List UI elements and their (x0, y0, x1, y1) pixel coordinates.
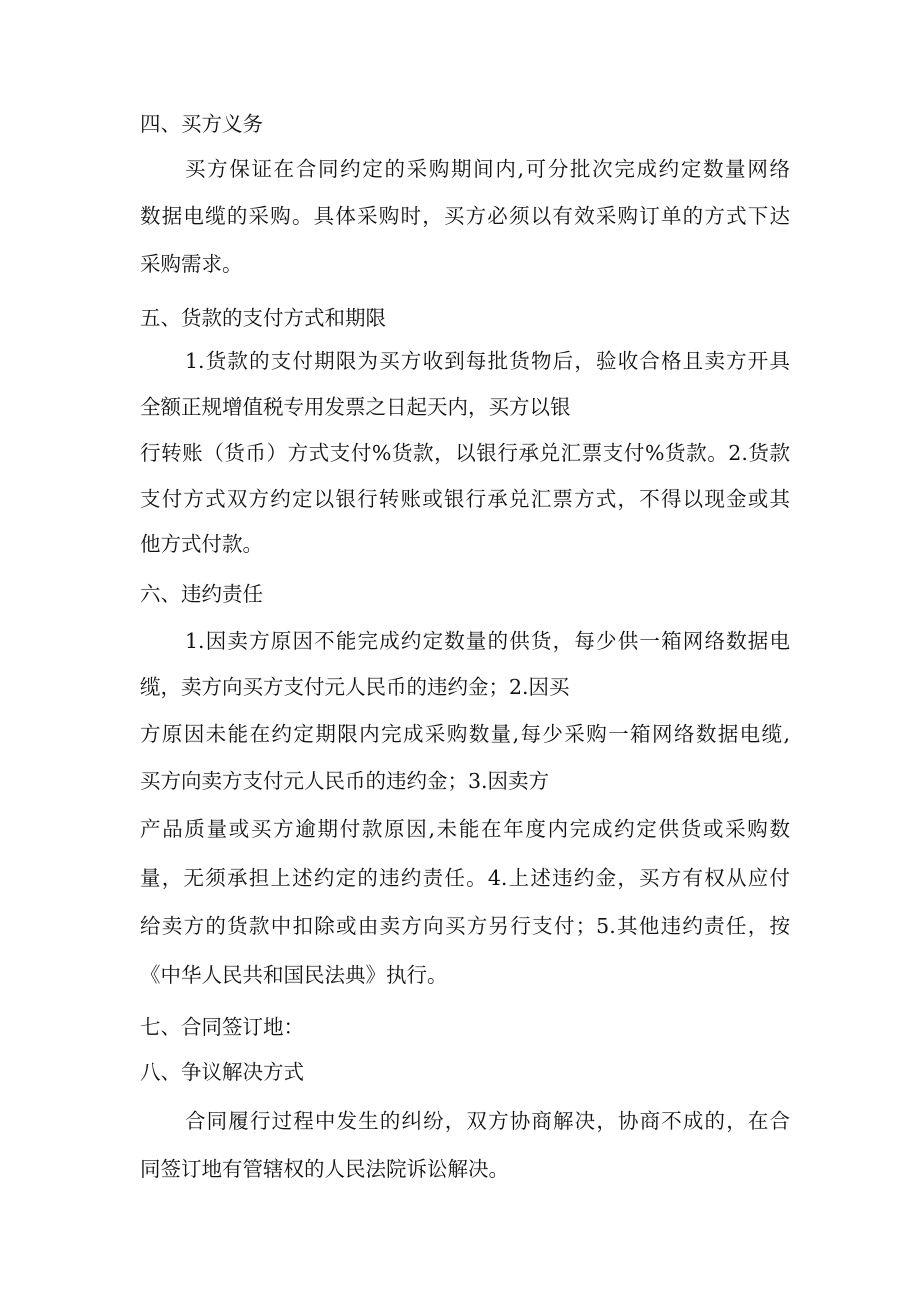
paragraph-line: 全额正规增值税专用发票之日起天内，买方以银 (140, 395, 571, 419)
paragraph-line: 量，无须承担上述约定的违约责任。4.上述违约金，买方有权从应付 (140, 866, 790, 890)
paragraph-line: 采购需求。 (140, 252, 243, 276)
paragraph-line: 支付方式双方约定以银行转账或银行承兑汇票方式，不得以现金或其 (140, 487, 790, 511)
paragraph-line: 行转账（货币）方式支付%货款，以银行承兑汇票支付%货款。2.货款 (140, 441, 790, 465)
paragraph-line: 1.货款的支付期限为买方收到每批货物后，验收合格且卖方开具 (185, 349, 790, 373)
paragraph-line: 给卖方的货款中扣除或由卖方向买方另行支付；5.其他违约责任，按 (140, 914, 790, 938)
paragraph-line: 《中华人民共和国民法典》执行。 (140, 963, 448, 987)
paragraph-line: 买方保证在合同约定的采购期间内,可分批次完成约定数量网络 (185, 157, 790, 181)
paragraph-line: 数据电缆的采购。具体采购时，买方必须以有效采购订单的方式下达 (140, 204, 790, 228)
paragraph-line: 合同履行过程中发生的纠纷，双方协商解决，协商不成的，在合 (185, 1109, 790, 1133)
paragraph-line: 同签订地有管辖权的人民法院诉讼解决。 (140, 1157, 509, 1181)
paragraph-line: 买方向卖方支付元人民币的违约金；3.因卖方 (140, 769, 550, 793)
paragraph-line: 方原因未能在约定期限内完成采购数量,每少采购一箱网络数据电缆, (140, 722, 790, 746)
paragraph-line: 缆，卖方向买方支付元人民币的违约金；2.因买 (140, 675, 570, 699)
paragraph-line: 1.因卖方原因不能完成约定数量的供货，每少供一箱网络数据电 (185, 629, 790, 653)
paragraph-line: 他方式付款。 (140, 532, 263, 556)
section-heading-4: 四、买方义务 (140, 112, 263, 136)
paragraph-line: 产品质量或买方逾期付款原因,未能在年度内完成约定供货或采购数 (140, 817, 790, 841)
section-heading-7: 七、合同签订地： (140, 1015, 304, 1039)
section-heading-6: 六、违约责任 (140, 582, 263, 606)
section-heading-5: 五、货款的支付方式和期限 (140, 306, 386, 330)
section-heading-8: 八、争议解决方式 (140, 1060, 304, 1084)
